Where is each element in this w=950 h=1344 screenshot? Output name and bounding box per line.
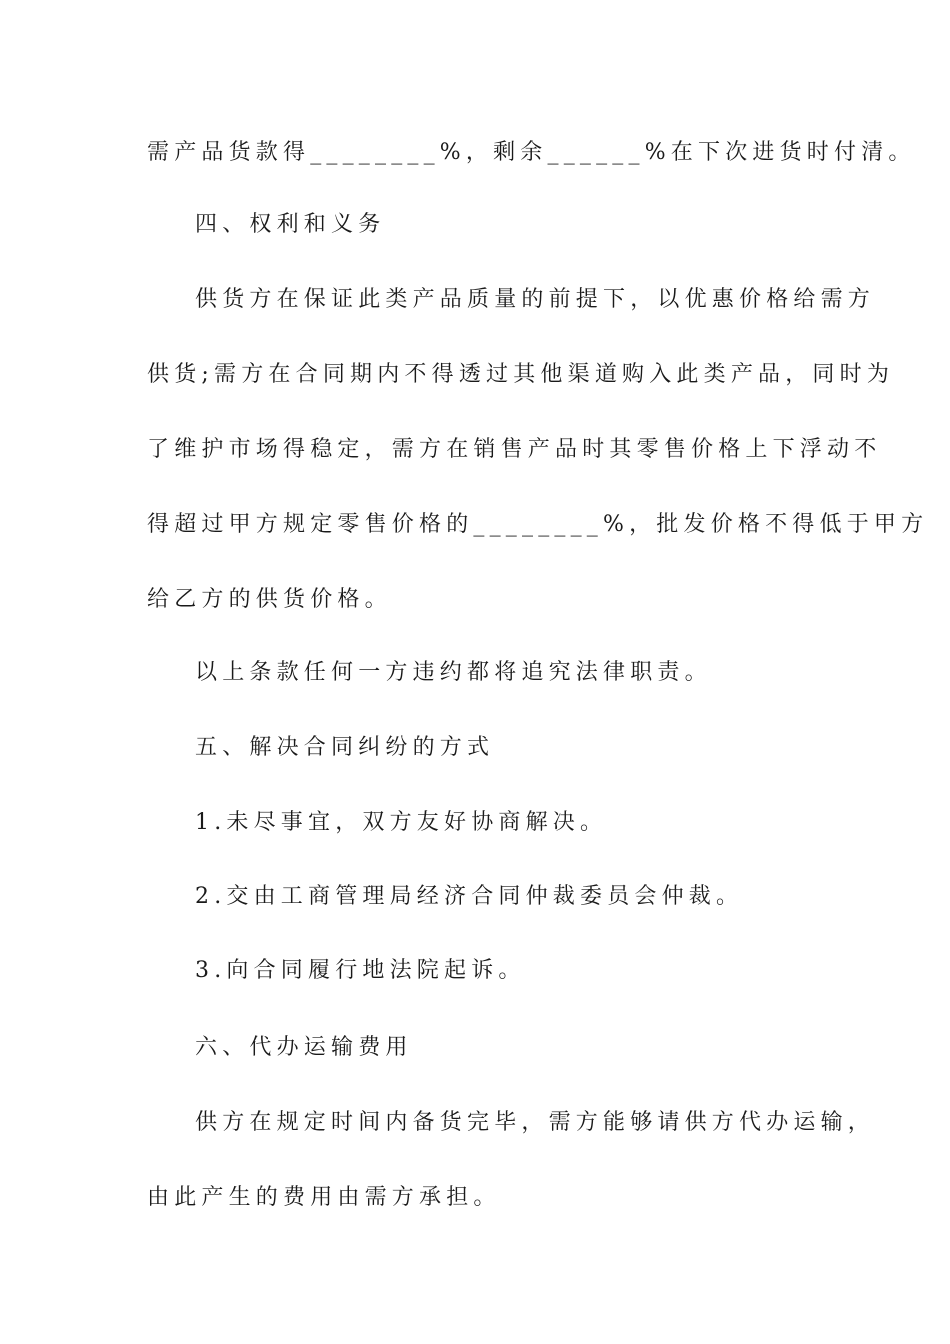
payment-clause-line: 需产品货款得________%，剩余______%在下次进货时付清。 [147, 140, 916, 165]
paragraph-line: 由此产生的费用由需方承担。 [147, 1185, 501, 1210]
paragraph-line: 给乙方的供货价格。 [147, 587, 392, 612]
paragraph-line: 得超过甲方规定零售价格的________%，批发价格不得低于甲方 [147, 512, 929, 537]
section-heading-dispute-resolution: 五、解决合同纠纷的方式 [195, 735, 495, 760]
breach-liability-line: 以上条款任何一方违约都将追究法律职责。 [195, 660, 712, 685]
list-item: 1.未尽事宜，双方友好协商解决。 [195, 810, 608, 835]
list-item: 2.交由工商管理局经济合同仲裁委员会仲裁。 [195, 884, 744, 909]
paragraph-line: 供方在规定时间内备货完毕，需方能够请供方代办运输， [195, 1110, 876, 1135]
list-item: 3.向合同履行地法院起诉。 [195, 958, 526, 983]
paragraph-line: 供货方在保证此类产品质量的前提下，以优惠价格给需方 [195, 287, 876, 312]
paragraph-line: 了维护市场得稳定，需方在销售产品时其零售价格上下浮动不 [147, 437, 882, 462]
paragraph-line: 供货;需方在合同期内不得透过其他渠道购入此类产品，同时为 [147, 362, 895, 387]
section-heading-rights-obligations: 四、权利和义务 [195, 212, 386, 237]
section-heading-transport-costs: 六、代办运输费用 [195, 1035, 413, 1060]
